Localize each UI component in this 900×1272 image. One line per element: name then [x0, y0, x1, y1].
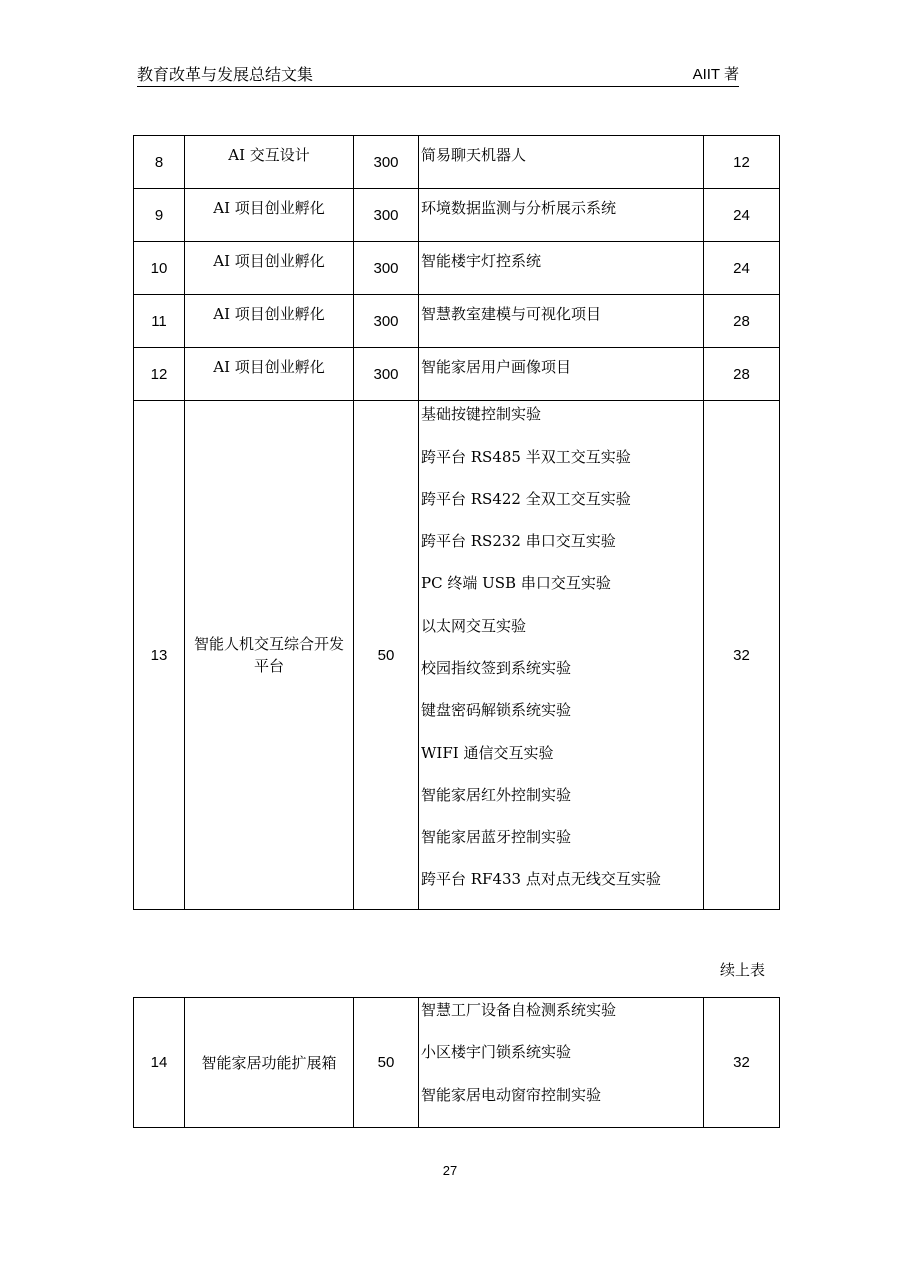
quantity: 300 — [354, 348, 419, 401]
table-row — [134, 998, 780, 1128]
list-item: 小区楼宇门锁系统实验 — [421, 1043, 572, 1062]
course-name: 智能家居功能扩展箱 — [185, 998, 354, 1128]
list-item: 智慧工厂设备自检测系统实验 — [421, 1001, 617, 1020]
experiment-content — [419, 401, 704, 910]
row-number: 12 — [134, 348, 185, 401]
list-item: 跨平台 RS485 半双工交互实验 — [421, 447, 631, 466]
list-item: 跨平台 RS232 串口交互实验 — [421, 532, 616, 551]
hours: 24 — [704, 242, 780, 295]
list-item: 跨平台 RF433 点对点无线交互实验 — [421, 870, 661, 889]
table-row — [134, 295, 780, 348]
header-title: 教育改革与发展总结文集 — [137, 65, 314, 84]
quantity: 300 — [354, 242, 419, 295]
header-author: AIIT 著 — [692, 66, 739, 83]
table-row — [134, 189, 780, 242]
experiment-list — [421, 999, 703, 1126]
page-header — [137, 66, 739, 87]
quantity: 50 — [354, 998, 419, 1128]
course-table-continued — [133, 997, 780, 1128]
row-number: 10 — [134, 242, 185, 295]
course-name: AI 交互设计 — [185, 136, 354, 189]
row-number: 14 — [134, 998, 185, 1128]
experiment-content: 智能楼宇灯控系统 — [419, 242, 704, 295]
list-item: 键盘密码解锁系统实验 — [421, 701, 572, 720]
experiment-content: 智慧教室建模与可视化项目 — [419, 295, 704, 348]
course-name: AI 项目创业孵化 — [185, 189, 354, 242]
experiment-content — [419, 998, 704, 1128]
list-item: 跨平台 RS422 全双工交互实验 — [421, 489, 631, 508]
quantity: 50 — [354, 401, 419, 910]
list-item: 以太网交互实验 — [421, 616, 527, 635]
list-item: PC 终端 USB 串口交互实验 — [421, 574, 611, 593]
list-item: 基础按键控制实验 — [421, 405, 542, 424]
row-number: 11 — [134, 295, 185, 348]
hours: 28 — [704, 295, 780, 348]
list-item: 智能家居电动窗帘控制实验 — [421, 1085, 602, 1104]
quantity: 300 — [354, 295, 419, 348]
course-table — [133, 135, 780, 910]
table-row — [134, 242, 780, 295]
hours: 24 — [704, 189, 780, 242]
row-number: 8 — [134, 136, 185, 189]
experiment-content: 简易聊天机器人 — [419, 136, 704, 189]
course-name: AI 项目创业孵化 — [185, 295, 354, 348]
table-row — [134, 136, 780, 189]
list-item: WIFI 通信交互实验 — [421, 743, 554, 762]
hours: 28 — [704, 348, 780, 401]
course-name: AI 项目创业孵化 — [185, 242, 354, 295]
page-number: 27 — [442, 1163, 458, 1178]
hours: 32 — [704, 998, 780, 1128]
hours: 12 — [704, 136, 780, 189]
quantity: 300 — [354, 189, 419, 242]
quantity: 300 — [354, 136, 419, 189]
experiment-content: 环境数据监测与分析展示系统 — [419, 189, 704, 242]
experiment-content: 智能家居用户画像项目 — [419, 348, 704, 401]
table-row — [134, 348, 780, 401]
list-item: 智能家居红外控制实验 — [421, 785, 572, 804]
list-item: 校园指纹签到系统实验 — [421, 659, 572, 677]
hours: 32 — [704, 401, 780, 910]
row-number: 13 — [134, 401, 185, 910]
course-name: 智能人机交互综合开发平台 — [185, 401, 354, 910]
list-item: 智能家居蓝牙控制实验 — [421, 828, 572, 847]
course-name: AI 项目创业孵化 — [185, 348, 354, 401]
experiment-list — [421, 401, 703, 909]
continued-label: 续上表 — [719, 961, 765, 979]
row-number: 9 — [134, 189, 185, 242]
table-row — [134, 401, 780, 910]
